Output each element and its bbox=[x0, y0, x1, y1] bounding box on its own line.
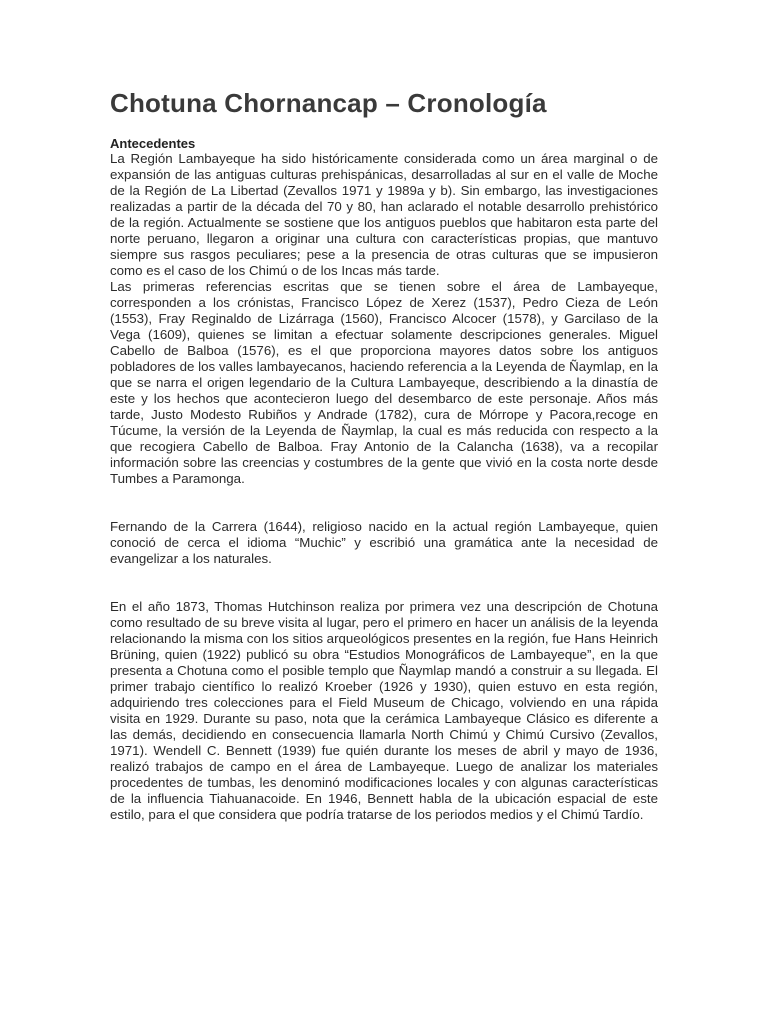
paragraph-4: En el año 1873, Thomas Hutchinson realiza por primera vez una descripción de Chotuna como resultado de su breve visita al lugar, pero el primero en hacer un análisis de la leyenda relacionando la misma con los sitios arqueológicos presentes en la región, fue Hans Heinrich Brüning, quien (1922) publicó su obra “Estudios Monográficos de Lambayeque”, en la que presenta a Chotuna como el posible templo que Ñaymlap mandó a construir a su llegada. El primer trabajo científico lo realizó Kroeber (1926 y 1930), quien estuvo en esta región, adquiriendo tres colecciones para el Field Museum de Chicago, volviendo en una rápida visita en 1929. Durante su paso, nota que la cerámica Lambayeque Clásico es diferente a las demás, decidiendo en consecuencia llamarla North Chimú y Chimú Cursivo (Zevallos, 1971). Wendell C. Bennett (1939) fue quién durante los meses de abril y mayo de 1936, realizó trabajos de campo en el área de Lambayeque. Luego de analizar los materiales procedentes de tumbas, les denominó modificaciones locales y con algunas características de la influencia Tiahuanacoide. En 1946, Bennett habla de la ubicación espacial de este estilo, para el que considera que podría tratarse de los periodos medios y el Chimú Tardío. bbox=[110, 599, 658, 822]
paragraph-3: Fernando de la Carrera (1644), religioso nacido en la actual región Lambayeque, quien conoció de cerca el idioma “Muchic” y escribió una gramática ante la necesidad de evangelizar a los naturales. bbox=[110, 519, 658, 566]
section-heading-antecedentes: Antecedentes bbox=[110, 136, 196, 151]
paragraph-2: Las primeras referencias escritas que se tienen sobre el área de Lambayeque, corresponden a los crónistas, Francisco López de Xerez (1537), Pedro Cieza de León (1553), Fray Reginaldo de Lizárraga (1560), Francisco Alcocer (1578), y Garcilaso de la Vega (1609), quienes se limitan a efectuar solamente descripciones generales. Miguel Cabello de Balboa (1576), es el que proporciona mayores datos sobre los antiguos pobladores de los valles lambayecanos, haciendo referencia a la Leyenda de Ñaymlap, en la que se narra el origen legendario de la Cultura Lambayeque, describiendo a la dinastía de este y los hechos que acontecieron luego del desembarco de este personaje. Años más tarde, Justo Modesto Rubiños y Andrade (1782), cura de Mórrope y Pacora,recoge en Túcume, la versión de la Leyenda de Ñaymlap, la cual es más reducida con respecto a la que recogiera Cabello de Balboa. Fray Antonio de la Calancha (1638), va a recopilar información sobre las creencias y costumbres de la gente que vivió en la costa norte desde Tumbes a Paramonga. bbox=[110, 279, 658, 486]
document-page bbox=[110, 86, 658, 823]
document-title: Chotuna Chornancap – Cronología bbox=[110, 88, 547, 118]
paragraph-1: La Región Lambayeque ha sido históricamente considerada como un área marginal o de expansión de las antiguas culturas prehispánicas, desarrolladas al sur en el valle de Moche de la Región de La Libertad (Zevallos 1971 y 1989a y b). Sin embargo, las investigaciones realizadas a partir de la década del 70 y 80, han aclarado el notable desarrollo prehistórico de la región. Actualmente se sostiene que los antiguos pueblos que habitaron esta parte del norte peruano, llegaron a originar una cultura con características propias, que mantuvo siempre sus rasgos peculiares; pese a la presencia de otras culturas que se impusieron como es el caso de los Chimú o de los Incas más tarde. bbox=[110, 151, 658, 278]
